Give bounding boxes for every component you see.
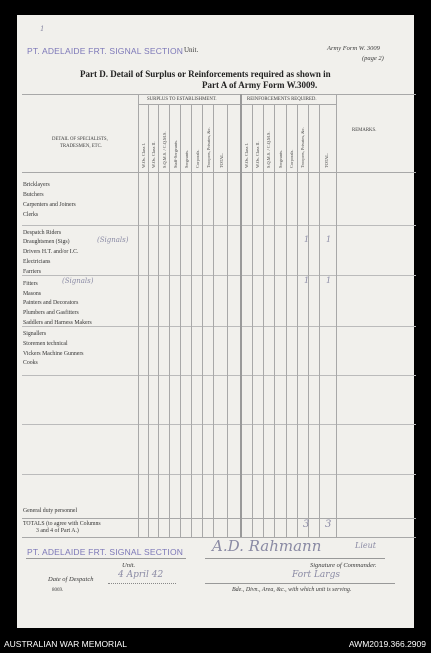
fitters-mark-1: 1 <box>304 276 310 285</box>
footer-unit-stamp: PT. ADELAIDE FRT. SIGNAL SECTION <box>27 547 184 557</box>
col-surplus-total: TOTAL. <box>219 152 224 168</box>
page-reference: (page 2) <box>362 55 384 62</box>
col-reinf-total: TOTAL. <box>324 152 329 168</box>
archive-name: AUSTRALIAN WAR MEMORIAL <box>4 639 127 649</box>
row-cooks: Cooks <box>23 360 38 366</box>
row-plumbers: Plumbers and Gasfitters <box>23 310 79 316</box>
row-drivers: Drivers H.T. and/or I.C. <box>23 249 79 255</box>
date-label: Date of Despatch <box>48 576 94 583</box>
col-reinf-sqms: S.Q.M.S. / C.Q.M.S. <box>266 131 271 168</box>
reinforcements-header: REINFORCEMENTS REQUIRED. <box>247 97 317 102</box>
row-farriers: Farriers <box>23 269 42 275</box>
row-electricians: Electricians <box>23 259 51 265</box>
commander-signature: A.D. Rahmann <box>212 537 322 555</box>
row-saddlers: Saddlers and Harness Makers <box>23 320 92 326</box>
archive-footer <box>0 636 431 653</box>
row-butchers: Butchers <box>23 192 44 198</box>
col-surplus-sgts: Sergeants. <box>184 149 189 168</box>
unit-underline <box>26 558 186 559</box>
signature-label: Signature of Commander. <box>310 562 377 569</box>
row-despatch-riders: Despatch Riders <box>23 230 62 236</box>
surplus-header: SURPLUS TO ESTABLISHMENT. <box>147 97 217 102</box>
unit-stamp: PT. ADELAIDE FRT. SIGNAL SECTION <box>27 46 184 56</box>
title-line-1: Part D. Detail of Surplus or Reinforcements required as shown in <box>80 69 331 79</box>
totals-value-1: 3 <box>303 519 310 530</box>
title-line-2: Part A of Army Form W.3009. <box>202 80 318 90</box>
signature-rank: Lieut <box>355 541 376 550</box>
row-clerks: Clerks <box>23 212 39 218</box>
draughtsmen-mark-2: 1 <box>326 235 332 244</box>
signature-underline <box>205 558 385 559</box>
draughtsmen-mark-1: 1 <box>304 235 310 244</box>
row-masons: Masons <box>23 291 42 297</box>
totals-value-2: 3 <box>325 519 332 530</box>
row-fitters: Fitters <box>23 281 38 287</box>
totals-label-2: 3 and 4 of Part A.) <box>36 528 79 534</box>
col-surplus-troopers: Troopers, Privates, &c. <box>206 127 211 168</box>
col-surplus-wo2: W.Os. Class II. <box>151 141 156 168</box>
detail-header-2: TRADESMEN, ETC. <box>60 144 102 149</box>
form-reference: Army Form W. 3009 <box>327 45 380 52</box>
signature-office: Fort Largs <box>292 570 340 580</box>
col-reinf-sgts: Sergeants. <box>278 149 283 168</box>
row-general-duty: General duty personnel <box>23 508 78 514</box>
col-surplus-wo1: W.Os. Class I. <box>141 142 146 168</box>
date-underline <box>108 583 176 584</box>
draughtsmen-note: (Signals) <box>97 236 129 244</box>
row-vickers-gunners: Vickers Machine Gunners <box>23 351 84 357</box>
bde-label: Bde., Divn., Area, &c., with which unit is serving. <box>232 587 352 593</box>
col-surplus-sqms: S.Q.M.S. / C.Q.M.S. <box>162 131 167 168</box>
col-reinf-cpls: Corporals. <box>289 149 294 168</box>
row-bricklayers: Bricklayers <box>23 182 50 188</box>
date-value: 4 April 42 <box>118 570 164 580</box>
office-underline <box>205 583 395 584</box>
unit-label: Unit. <box>184 46 199 54</box>
date-sub: 8069. <box>52 588 64 593</box>
remarks-header: REMARKS. <box>352 128 377 133</box>
row-signallers: Signallers <box>23 331 47 337</box>
footer-unit-label: Unit. <box>122 562 136 569</box>
row-painters: Painters and Decorators <box>23 300 79 306</box>
col-surplus-cpls: Corporals. <box>195 149 200 168</box>
col-reinf-troopers: Troopers, Privates, &c. <box>300 127 305 168</box>
page-number-mark: 1 <box>40 25 45 33</box>
col-surplus-staff-sgts: Staff-Sergeants. <box>173 139 178 168</box>
col-reinf-wo2: W.Os. Class II. <box>255 141 260 168</box>
fitters-note: (Signals) <box>62 277 94 285</box>
row-carpenters: Carpenters and Joiners <box>23 202 76 208</box>
detail-header-1: DETAIL OF SPECIALISTS, <box>52 137 108 142</box>
col-reinf-wo1: W.Os. Class I. <box>244 142 249 168</box>
archive-reference: AWM2019.366.2909 <box>348 639 426 649</box>
row-storemen: Storemen technical <box>23 341 68 347</box>
row-draughtsmen: Draughtsmen (Sigs) <box>23 239 70 245</box>
fitters-mark-2: 1 <box>326 276 332 285</box>
totals-label-1: TOTALS (to agree with Columns <box>23 521 101 527</box>
